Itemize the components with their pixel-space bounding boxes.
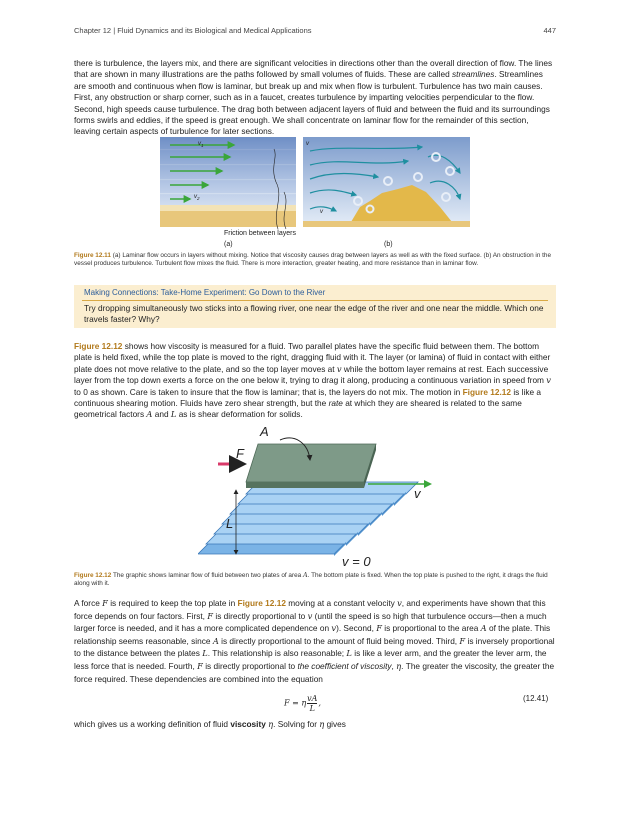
equation-12-41: F = η $\frac{vA}{L}$ , [284,694,321,713]
page-number: 447 [543,26,556,35]
paragraph-definition: which gives us a working definition of fluid viscosity η. Solving for η gives [74,719,346,729]
panel-a-laminar [160,137,296,229]
page-header [74,26,556,35]
figure-link[interactable]: Figure 12.12 [462,386,512,397]
figure-link[interactable]: Figure 12.12 [237,598,286,608]
paragraph-force-factors: A force F is required to keep the top plate in Figure 12.12 moving at a constant velocity v, and experiments have shown that this force depends on four factors. First, F is directly proportional to v (until the speed is so high that turbulence occurs—then a much larger force is needed, and it has a more complicated dependence on v). Second, F is proportional to the area A of the plate. This relationship seems reasonable, since A is directly proportional to the amount of fluid being moved. Third, F is inversely proportional to the distance between the plates L. This relationship is also reasonable; L is like a lever arm, and the greater the lever arm, the less force that is needed. Fourth, F is directly proportional to the coefficient of viscosity, η. The greater the viscosity, the greater the force required. These dependencies are combined into the equation [74,598,555,684]
label-area: A [260,424,269,439]
friction-label: Friction between layers [224,230,296,237]
term-streamlines: streamlines [452,69,495,80]
term-viscosity: viscosity [230,719,266,729]
panel-a-label: (a) [224,241,233,248]
figure-12-11-caption: Figure 12.11 (a) Laminar flow occurs in layers without mixing. Notice that viscosity causes drag between layers as well as with the fixed surface. (b) An obstruction in the vessel produces turbulence. Turbulent flow mixes the fluid. There is more interaction, greater heating, and more resistance than in laminar flow. [74,252,552,268]
svg-text:v: v [320,209,323,215]
panel-b-turbulent [303,137,470,227]
equation-number: (12.41) [523,694,549,703]
svg-text:v: v [306,141,309,147]
figure-12-11 [160,137,470,249]
figure-12-12-caption: Figure 12.12 The graphic shows laminar flow of fluid between two plates of area A. The bottom plate is fixed. When the top plate is pushed to the right, it drags the fluid along with it. [74,571,548,588]
connection-box [74,285,556,328]
figure-12-12 [198,420,438,570]
svg-text:v2: $v_2$ [194,194,200,201]
label-distance: L [226,516,234,531]
label-zero-velocity: v = 0 [342,554,371,569]
label-force: F [236,446,244,461]
connection-box-body: Try dropping simultaneously two sticks into a flowing river, one near the edge of the river and one near the middle. Which one travels faster? Why? [84,303,544,324]
panel-b-label: (b) [384,241,393,248]
top-plate [246,444,376,488]
chapter-title: Chapter 12 | Fluid Dynamics and its Biological and Medical Applications [74,26,312,35]
paragraph-streamlines: there is turbulence, the layers mix, and there are significant velocities in directions other than the overall direction of flow. The lines that are shown in many illustrations are the paths followed by small volumes of fluids. These are called streamlines. Streamlines are smooth and continuous when flow is laminar, but break up and mix when flow is turbulent. Turbulence has two main causes. First, any obstruction or sharp corner, such as in a faucet, creates turbulence by imparting velocities perpendicular to the flow. Second, high speeds cause turbulence. The drag both between adjacent layers of fluid and between the fluid and its surroundings forms swirls and eddies, if the speed is great enough. We shall concentrate on laminar flow for the remainder of this section, leaving certain aspects of turbulence for later sections. [74,58,553,137]
figure-link[interactable]: Figure 12.12 [74,341,123,351]
svg-text:v1: $v_1$ [198,141,204,148]
connection-box-title: Making Connections: Take-Home Experiment: Go Down to the River [84,288,326,297]
label-velocity: v [414,486,421,501]
connection-box-divider [82,300,548,301]
paragraph-viscosity-measure: Figure 12.12 shows how viscosity is measured for a fluid. Two parallel plates have the specific fluid between them. The bottom plate is held fixed, while the top plate is moved to the right, dragging fluid with it. The layer (or lamina) of fluid in contact with either plate does not move relative to the plate, and so the top layer moves at v while the bottom layer remains at rest. Each successive layer from the top down exerts a force on the one below it, trying to drag it along, producing a continuous variation in speed from v to 0 as shown. Care is taken to insure that the flow is laminar; that is, the layers do not mix. The motion in Figure 12.12 is like a continuous shearing motion. Fluids have zero shear strength, but the rate at which they are sheared is related to the same geometrical factors A and L as is shear deformation for solids. [74,341,551,420]
